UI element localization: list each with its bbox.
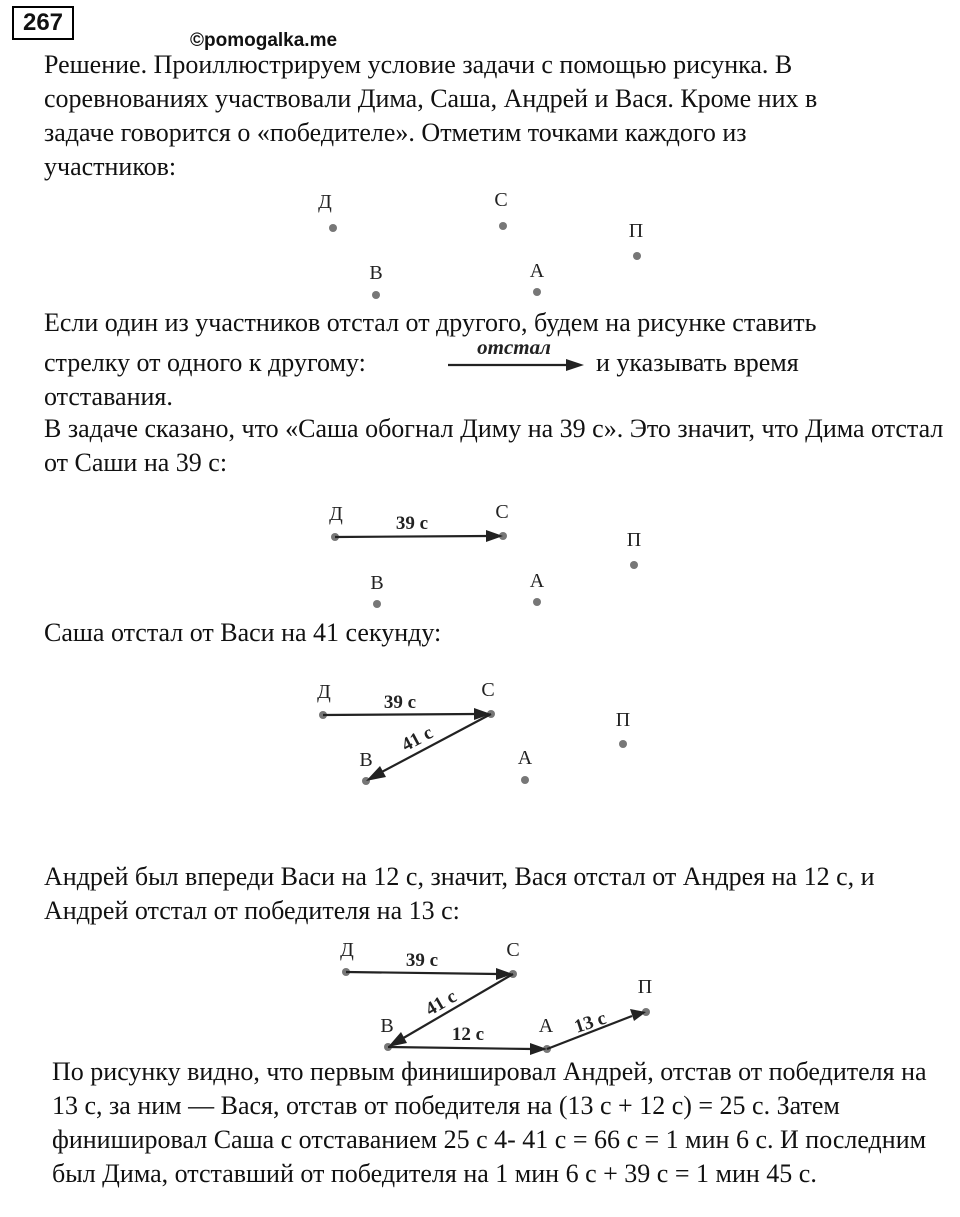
edge-label-d-s: 39 с bbox=[405, 950, 439, 971]
paragraph-sasha-vasya: Саша отстал от Васи на 41 секунду: bbox=[44, 618, 442, 647]
node-label-v: В bbox=[380, 1015, 394, 1037]
diagram-full-chain bbox=[320, 930, 680, 1055]
node-label-a: А bbox=[517, 747, 533, 769]
paragraph-arrow-rule-line3: отставания. bbox=[44, 382, 173, 411]
node-label-a: А bbox=[529, 260, 545, 282]
edge-label-s-v: 41 с bbox=[398, 722, 437, 756]
node-label-s: С bbox=[494, 189, 508, 211]
node-label-v: В bbox=[359, 749, 373, 771]
node-label-s: С bbox=[506, 939, 520, 961]
task-number: 267 bbox=[12, 6, 74, 40]
legend-arrow-head bbox=[566, 359, 584, 371]
node-dot-v bbox=[372, 291, 380, 299]
edge-s-v bbox=[378, 714, 491, 774]
paragraph-intro: Решение. Проиллюстрируем условие задачи с помощью рисунка. В соревнованиях участвовали Дима, Саша, Андрей и Вася. Кроме них в задаче говорится о «победителе». Отметим точками каждого из участников: bbox=[44, 50, 818, 181]
node-dot-v bbox=[373, 600, 381, 608]
node-label-p: П bbox=[628, 220, 644, 242]
node-dot-d bbox=[329, 224, 337, 232]
node-label-d: Д bbox=[317, 681, 331, 703]
node-dot-a bbox=[533, 598, 541, 606]
paragraph-andrey: Андрей был впереди Васи на 12 с, значит, Вася отстал от Андрея на 12 с, и Андрей отстал от победителя на 13 с: bbox=[44, 862, 875, 925]
node-label-d: Д bbox=[340, 939, 354, 961]
node-label-a: А bbox=[529, 570, 545, 592]
paragraph-arrow-rule-line1: Если один из участников отстал от другого, будем на рисунке ставить bbox=[44, 308, 817, 337]
paragraph-condition: В задаче сказано, что «Саша обогнал Диму на 39 с». Это значит, что Дима отстал от Саши на 39 с: bbox=[44, 414, 944, 477]
edge-v-a bbox=[388, 1047, 532, 1049]
node-label-v: В bbox=[369, 262, 383, 284]
node-dot-p bbox=[633, 252, 641, 260]
legend-arrow-label: отстал bbox=[477, 335, 551, 359]
node-label-d: Д bbox=[318, 191, 332, 213]
node-dot-a bbox=[533, 288, 541, 296]
edge-label-s-v: 41 с bbox=[422, 986, 461, 1021]
paragraph-arrow-rule-line2-end: и указывать время bbox=[596, 348, 799, 377]
edge-d-s-head bbox=[486, 530, 503, 542]
edge-d-s bbox=[335, 536, 488, 537]
node-label-s: С bbox=[481, 679, 495, 701]
edge-d-s bbox=[346, 972, 498, 974]
node-dot-a bbox=[521, 776, 529, 784]
node-label-v: В bbox=[370, 572, 384, 594]
node-dot-p bbox=[630, 561, 638, 569]
edge-label-d-s: 39 с bbox=[395, 513, 429, 534]
watermark: ©pomogalka.me bbox=[190, 30, 338, 51]
node-dot-s bbox=[499, 222, 507, 230]
node-label-p: П bbox=[615, 709, 631, 731]
edge-d-s bbox=[323, 714, 476, 715]
paragraph-arrow-rule-line2: стрелку от одного к другому: bbox=[44, 348, 366, 377]
diagram-sasha-vasya bbox=[300, 670, 660, 810]
edge-label-v-a: 12 с bbox=[451, 1024, 485, 1045]
legend-arrow bbox=[444, 335, 590, 374]
diagram-dima-sasha bbox=[300, 490, 660, 615]
node-label-s: С bbox=[495, 501, 509, 523]
node-label-d: Д bbox=[329, 503, 343, 525]
edge-v-a-head bbox=[530, 1043, 547, 1055]
paragraph-conclusion: По рисунку видно, что первым финишировал Андрей, отстав от победителя на 13 с, за ним — Вася, отстав от победителя на (13 с + 12 с) = 25 с. Затем финишировал Саша с отставанием 25 с 4- 41 с = 66 с = 1 мин 6 с. И последним был Дима, отставший от победителя на 1 мин 6 с + 39 с = 1 мин 45 с. bbox=[52, 1057, 927, 1188]
node-label-p: П bbox=[626, 529, 642, 551]
node-label-p: П bbox=[637, 976, 653, 998]
edge-label-a-p: 13 с bbox=[571, 1007, 609, 1038]
node-dot-p bbox=[619, 740, 627, 748]
diagram-points bbox=[290, 175, 670, 305]
edge-label-d-s: 39 с bbox=[383, 692, 417, 713]
node-label-a: А bbox=[538, 1015, 554, 1037]
